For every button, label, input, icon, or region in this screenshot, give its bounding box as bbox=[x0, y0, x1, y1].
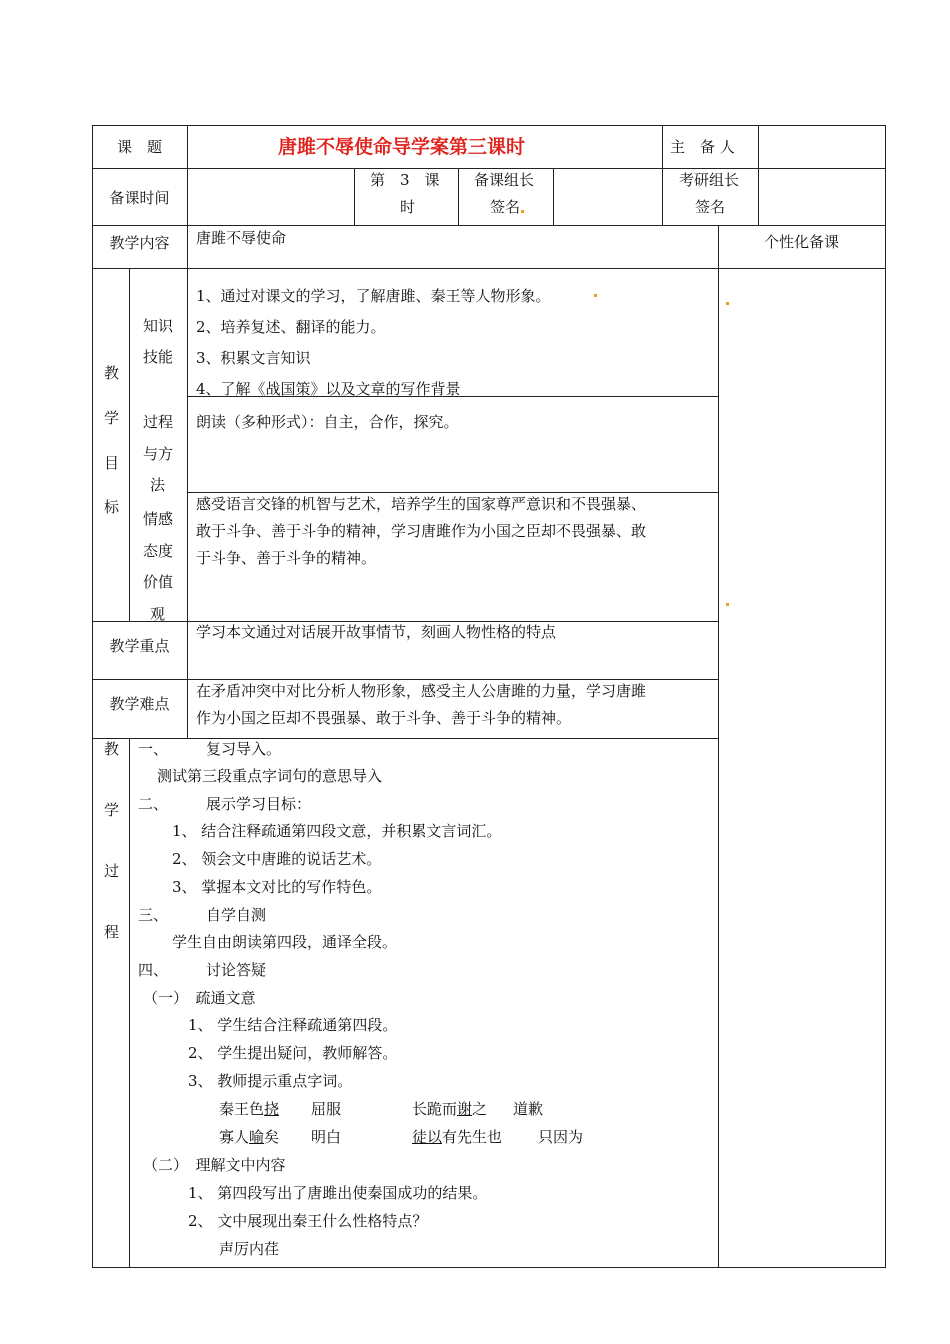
section-title: 讨论答疑 bbox=[206, 961, 267, 979]
section-text: 学生自由朗读第四段，通译全段。 bbox=[172, 933, 398, 951]
rule bbox=[662, 125, 663, 226]
process-side-label: 学 bbox=[104, 801, 120, 819]
mark bbox=[726, 302, 729, 305]
vocab-phrase: 寡人喻矣 bbox=[219, 1128, 280, 1146]
vocab-key: 喻 bbox=[249, 1128, 265, 1146]
process-method-text: 朗读（多种形式）：自主，合作，探究。 bbox=[196, 413, 459, 431]
process-side-label: 教 bbox=[104, 740, 120, 758]
rule bbox=[92, 268, 886, 269]
rule-right bbox=[885, 125, 886, 1268]
process-side-label: 过 bbox=[104, 862, 120, 880]
prep-time-label: 备课时间 bbox=[109, 189, 170, 207]
rule bbox=[129, 268, 130, 622]
section-number: 三、 bbox=[138, 906, 169, 924]
research-leader-label: 考研组长 bbox=[679, 171, 740, 189]
list-item: 2、 学生提出疑问，教师解答。 bbox=[188, 1044, 398, 1062]
section-title: 复习导入。 bbox=[206, 740, 282, 758]
process-method-label: 法 bbox=[150, 476, 166, 494]
rule bbox=[129, 738, 130, 1268]
emotion-label: 情感 bbox=[143, 510, 174, 528]
rule-bottom bbox=[92, 1267, 886, 1268]
objectives-side-label: 学 bbox=[104, 409, 120, 427]
list-item: 1、 学生结合注释疏通第四段。 bbox=[188, 1016, 398, 1034]
objectives-side-label: 标 bbox=[104, 498, 120, 516]
rule bbox=[92, 168, 886, 169]
goal-item: 3、 掌握本文对比的写作特色。 bbox=[172, 878, 382, 896]
vocab-gloss: 道歉 bbox=[513, 1100, 544, 1118]
rule bbox=[354, 168, 355, 226]
rule bbox=[92, 679, 718, 680]
period-label-2: 时 bbox=[400, 198, 416, 216]
rule bbox=[758, 125, 759, 226]
key-points-text: 学习本文通过对话展开故事情节，刻画人物性格的特点 bbox=[196, 623, 557, 641]
emotion-text: 敢于斗争、善于斗争的精神，学习唐雎作为小国之臣却不畏强暴、敢 bbox=[196, 522, 647, 540]
vocab-gloss: 明白 bbox=[311, 1128, 342, 1146]
mark bbox=[726, 603, 729, 606]
personal-prep-label: 个性化备课 bbox=[763, 233, 839, 251]
knowledge-item: 4、了解《战国策》以及文章的写作背景 bbox=[196, 380, 461, 398]
emotion-label: 价值 bbox=[143, 573, 174, 591]
emotion-label: 态度 bbox=[143, 542, 174, 560]
process-side-label: 程 bbox=[104, 923, 120, 941]
key-points-label: 教学重点 bbox=[109, 637, 170, 655]
emotion-text: 于斗争、善于斗争的精神。 bbox=[196, 549, 377, 567]
vocab-phrase: 秦王色挠 bbox=[219, 1100, 280, 1118]
rule bbox=[187, 492, 718, 493]
objectives-side-label: 教 bbox=[104, 364, 120, 382]
vocab-phrase: 长跪而谢之 bbox=[412, 1100, 488, 1118]
subsection-title: （一） 疏通文意 bbox=[143, 989, 256, 1007]
knowledge-label: 技能 bbox=[143, 348, 174, 366]
vocab-gloss: 只因为 bbox=[538, 1128, 584, 1146]
knowledge-item: 3、积累文言知识 bbox=[196, 349, 311, 367]
difficulties-label: 教学难点 bbox=[109, 695, 170, 713]
list-item: 3、 教师提示重点字词。 bbox=[188, 1072, 353, 1090]
goal-item: 2、 领会文中唐雎的说话艺术。 bbox=[172, 850, 382, 868]
section-number: 四、 bbox=[138, 961, 169, 979]
group-leader-sign-label: 签名 bbox=[490, 198, 521, 216]
rule-top bbox=[92, 125, 886, 126]
content-value: 唐雎不辱使命 bbox=[196, 229, 287, 247]
vocab-phrase: 徒以有先生也 bbox=[412, 1128, 503, 1146]
section-text: 测试第三段重点字词句的意思导入 bbox=[157, 767, 383, 785]
list-item: 1、 第四段写出了唐雎出使秦国成功的结果。 bbox=[188, 1184, 488, 1202]
difficulties-text: 在矛盾冲突中对比分析人物形象，感受主人公唐雎的力量，学习唐雎 bbox=[196, 682, 647, 700]
vocab-key: 挠 bbox=[264, 1100, 280, 1118]
vocab-gloss: 屈服 bbox=[311, 1100, 342, 1118]
rule bbox=[458, 168, 459, 226]
mark bbox=[521, 210, 524, 213]
knowledge-label: 知识 bbox=[143, 317, 174, 335]
group-leader-label: 备课组长 bbox=[474, 171, 535, 189]
list-item: 2、 文中展现出秦王什么性格特点？ bbox=[188, 1212, 428, 1230]
objectives-side-label: 目 bbox=[104, 454, 120, 472]
process-method-label: 过程 bbox=[143, 413, 174, 431]
mark bbox=[594, 294, 597, 297]
rule bbox=[187, 125, 188, 739]
vocab-key: 徒以 bbox=[412, 1128, 443, 1146]
rule bbox=[92, 738, 718, 739]
answer-text: 声厉内荏 bbox=[219, 1240, 280, 1258]
content-label: 教学内容 bbox=[109, 234, 170, 252]
section-title: 自学自测 bbox=[206, 906, 267, 924]
process-method-label: 与方 bbox=[143, 445, 174, 463]
knowledge-item: 1、通过对课文的学习，了解唐雎、秦王等人物形象。 bbox=[196, 287, 551, 305]
research-leader-sign-label: 签名 bbox=[695, 198, 726, 216]
topic-label: 课 题 bbox=[116, 138, 162, 156]
rule bbox=[92, 225, 886, 226]
difficulties-text: 作为小国之臣却不畏强暴、敢于斗争、善于斗争的精神。 bbox=[196, 709, 572, 727]
rule bbox=[718, 225, 719, 1268]
preparer-label: 主 备 人 bbox=[670, 138, 735, 156]
section-number: 二、 bbox=[138, 795, 169, 813]
subsection-title: （二） 理解文中内容 bbox=[143, 1156, 286, 1174]
goal-item: 1、 结合注释疏通第四段文意，并积累文言词汇。 bbox=[172, 822, 502, 840]
section-number: 一、 bbox=[138, 740, 169, 758]
vocab-key: 谢 bbox=[457, 1100, 473, 1118]
emotion-text: 感受语言交锋的机智与艺术，培养学生的国家尊严意识和不畏强暴、 bbox=[196, 495, 647, 513]
emotion-label: 观 bbox=[150, 605, 166, 623]
page-title: 唐雎不辱使命导学案第三课时 bbox=[278, 136, 526, 158]
section-title: 展示学习目标： bbox=[206, 795, 312, 813]
period-label: 第 3 课 bbox=[370, 171, 440, 189]
knowledge-item: 2、培养复述、翻译的能力。 bbox=[196, 318, 386, 336]
rule bbox=[553, 168, 554, 226]
